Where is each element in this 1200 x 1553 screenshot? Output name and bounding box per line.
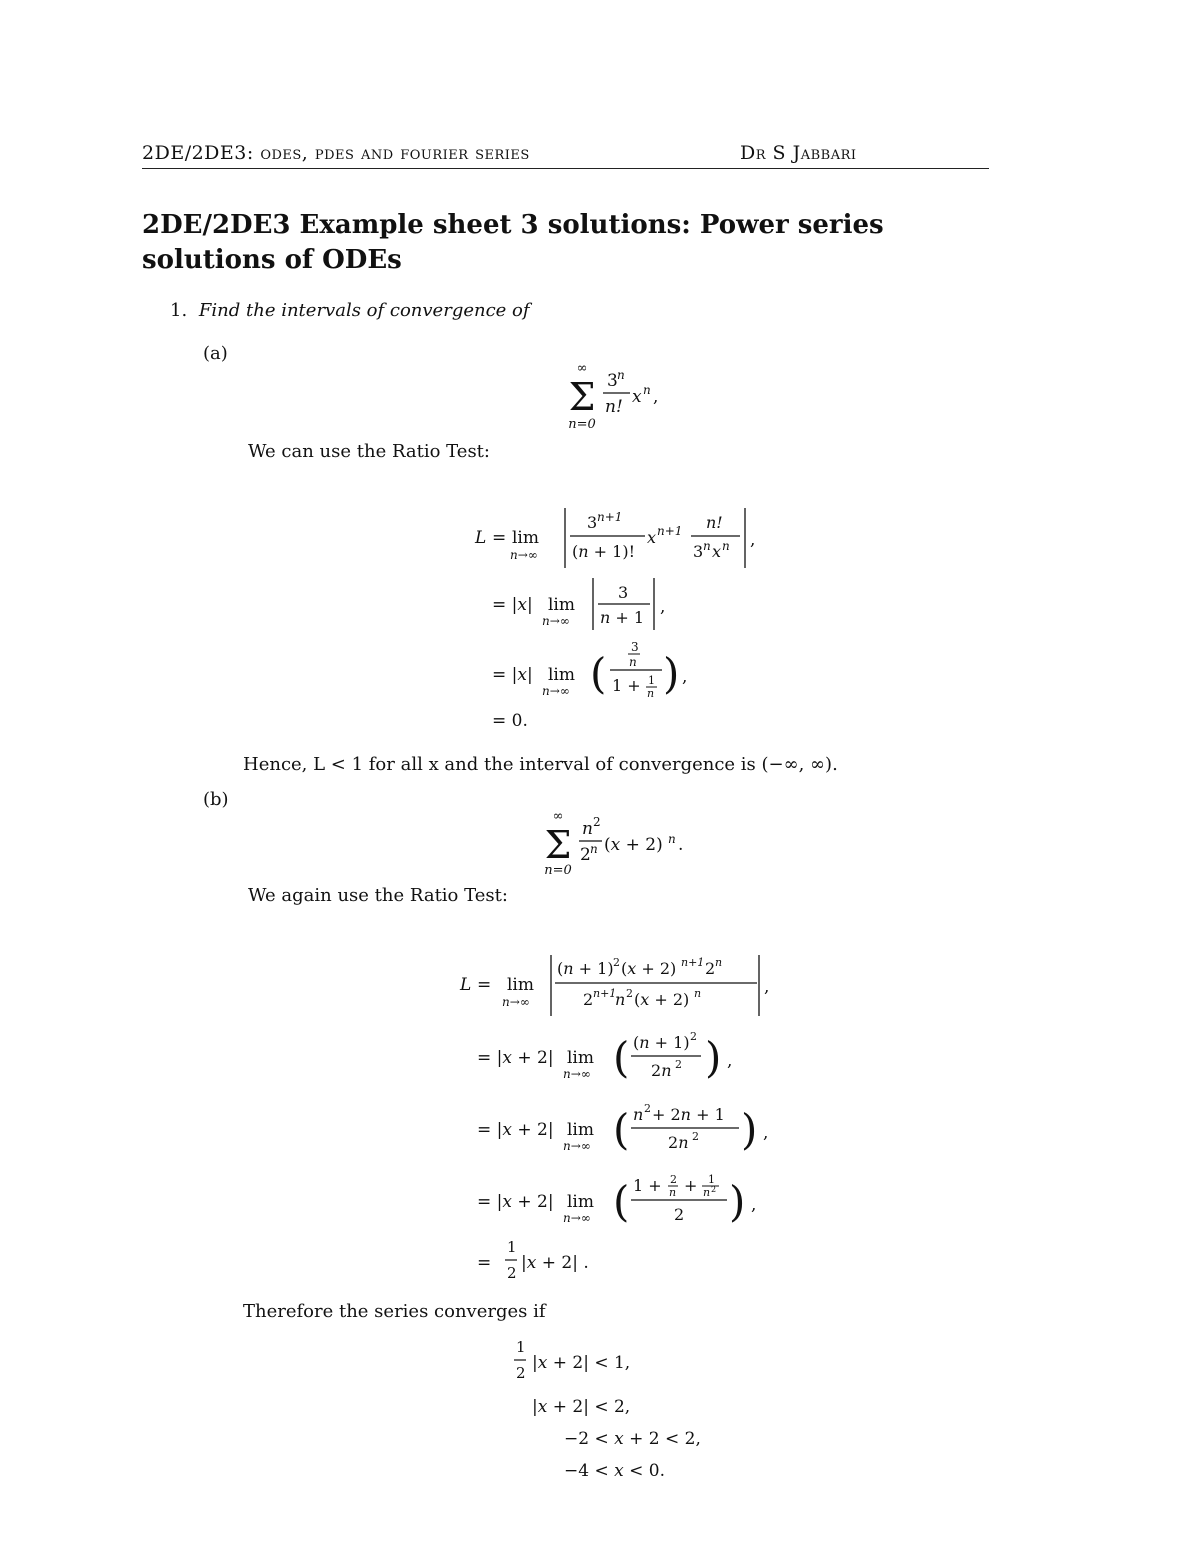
question-1 xyxy=(170,300,530,321)
svg-text:+: + xyxy=(684,1176,698,1195)
svg-text:3: 3 xyxy=(631,640,639,654)
question-prompt: Find the intervals of convergence of xyxy=(198,300,530,321)
svg-text:|x + 2| < 1,: |x + 2| < 1, xyxy=(532,1353,631,1373)
svg-text:=: = xyxy=(477,1253,492,1273)
svg-text:.: . xyxy=(678,835,684,855)
svg-text:n→∞: n→∞ xyxy=(563,1139,591,1153)
svg-text:n: n xyxy=(703,1186,711,1199)
svg-text:|x + 2| < 2,: |x + 2| < 2, xyxy=(532,1397,631,1417)
svg-text:n+1: n+1 xyxy=(593,987,617,1000)
svg-text:n+1: n+1 xyxy=(657,524,683,538)
svg-text:n=0: n=0 xyxy=(544,863,572,878)
svg-text:2: 2 xyxy=(613,956,620,969)
part-b-label: (b) xyxy=(203,789,229,810)
svg-text:n: n xyxy=(615,990,626,1009)
part-b-converges-text: Therefore the series converges if xyxy=(243,1301,546,1322)
svg-text:2: 2 xyxy=(670,1173,677,1186)
svg-text:(: ( xyxy=(613,1177,630,1226)
svg-text:lim: lim xyxy=(567,1048,594,1068)
svg-text:1: 1 xyxy=(516,1338,526,1356)
svg-text:= 0.: = 0. xyxy=(492,711,528,731)
svg-text:n: n xyxy=(647,687,655,700)
svg-text:n+1: n+1 xyxy=(681,956,705,969)
svg-text:n+1: n+1 xyxy=(597,510,623,524)
part-a-label: (a) xyxy=(203,343,228,364)
svg-text:2: 2 xyxy=(711,1185,717,1194)
svg-text:x: x xyxy=(632,387,642,407)
svg-text:|x + 2| .: |x + 2| . xyxy=(521,1253,589,1273)
running-header-left xyxy=(142,142,530,164)
svg-text:lim: lim xyxy=(548,665,575,685)
svg-text:(n + 1): (n + 1) xyxy=(633,1033,690,1052)
svg-text:n: n xyxy=(669,1186,677,1199)
svg-text:n=0: n=0 xyxy=(568,417,596,432)
svg-text:∞: ∞ xyxy=(552,809,564,824)
svg-text:∞: ∞ xyxy=(576,362,588,376)
svg-text:3: 3 xyxy=(607,371,618,391)
svg-text:n: n xyxy=(694,987,702,1000)
svg-text:3: 3 xyxy=(618,583,629,602)
svg-text:lim: lim xyxy=(567,1192,594,1212)
svg-text:3: 3 xyxy=(587,513,598,532)
svg-text:): ) xyxy=(663,649,680,698)
svg-text:(: ( xyxy=(590,649,607,698)
svg-text:,: , xyxy=(764,977,770,997)
svg-text:(: ( xyxy=(613,1033,630,1082)
svg-text:Σ: Σ xyxy=(544,823,572,867)
svg-text:2: 2 xyxy=(674,1205,685,1224)
svg-text:= |x|: = |x| xyxy=(492,665,533,685)
question-number: 1. xyxy=(170,300,188,321)
svg-text:n→∞: n→∞ xyxy=(510,548,538,562)
part-a-conclusion: Hence, L < 1 for all x and the interval of convergence is (−∞, ∞). xyxy=(243,754,838,775)
svg-text:= |x + 2|: = |x + 2| xyxy=(477,1120,554,1140)
part-a-intro: We can use the Ratio Test: xyxy=(248,441,490,462)
svg-text:n: n xyxy=(668,832,676,846)
svg-text:L: L xyxy=(475,528,487,548)
svg-text:3: 3 xyxy=(693,542,704,561)
running-header-author: Dr S Jabbari xyxy=(740,142,857,164)
part-b-intro: We again use the Ratio Test: xyxy=(248,885,508,906)
svg-text:,: , xyxy=(763,1123,769,1143)
svg-text:2: 2 xyxy=(690,1030,697,1043)
svg-text:n!: n! xyxy=(706,513,723,532)
svg-text:(n + 1)!: (n + 1)! xyxy=(572,542,635,561)
svg-text:n: n xyxy=(590,842,598,856)
svg-text:n→∞: n→∞ xyxy=(563,1211,591,1225)
svg-text:x: x xyxy=(647,528,657,547)
part-b-ratio-derivation xyxy=(455,950,795,1290)
header-topic: odes, pdes and fourier series xyxy=(260,142,530,164)
svg-text:(x + 2): (x + 2) xyxy=(604,835,663,855)
svg-text:2: 2 xyxy=(583,990,594,1009)
svg-text:2n: 2n xyxy=(651,1061,672,1080)
svg-text:= |x + 2|: = |x + 2| xyxy=(477,1048,554,1068)
svg-text:n→∞: n→∞ xyxy=(502,995,530,1009)
svg-text:,: , xyxy=(682,667,688,687)
svg-text:−2 < x + 2 < 2,: −2 < x + 2 < 2, xyxy=(564,1429,701,1449)
svg-text:(x + 2): (x + 2) xyxy=(621,959,677,978)
svg-text:n + 1: n + 1 xyxy=(600,608,645,627)
svg-text:,: , xyxy=(727,1051,733,1071)
header-code: 2DE/2DE3: xyxy=(142,142,254,164)
svg-text:n: n xyxy=(643,383,651,397)
svg-text:,: , xyxy=(660,597,666,617)
svg-text:1 +: 1 + xyxy=(612,676,641,695)
svg-text:lim: lim xyxy=(507,975,534,995)
part-b-series-formula xyxy=(530,808,710,880)
part-a-series-formula xyxy=(560,362,680,434)
svg-text:=: = xyxy=(492,528,507,548)
svg-text:n: n xyxy=(722,539,730,553)
svg-text:2: 2 xyxy=(626,987,633,1000)
page-title: 2DE/2DE3 Example sheet 3 solutions: Power series solutions of ODEs xyxy=(142,210,884,275)
part-a-ratio-derivation xyxy=(470,500,790,740)
svg-text:n: n xyxy=(582,819,593,839)
svg-text:): ) xyxy=(705,1033,722,1082)
svg-text:n→∞: n→∞ xyxy=(563,1067,591,1081)
svg-text:−4 < x < 0.: −4 < x < 0. xyxy=(564,1461,665,1481)
svg-text:): ) xyxy=(741,1105,758,1154)
svg-text:1 +: 1 + xyxy=(633,1176,662,1195)
svg-text:2: 2 xyxy=(507,1264,517,1282)
svg-text:x: x xyxy=(712,542,722,561)
svg-text:= |x + 2|: = |x + 2| xyxy=(477,1192,554,1212)
svg-text:,: , xyxy=(653,387,659,407)
svg-text:n: n xyxy=(715,956,723,969)
svg-text:2: 2 xyxy=(516,1364,526,1382)
svg-text:2: 2 xyxy=(692,1130,699,1143)
svg-text:n: n xyxy=(617,368,625,382)
svg-text:n→∞: n→∞ xyxy=(542,614,570,628)
svg-text:=: = xyxy=(477,975,492,995)
svg-text:1: 1 xyxy=(708,1173,715,1186)
svg-text:2n: 2n xyxy=(668,1133,689,1152)
svg-text:,: , xyxy=(750,530,756,550)
svg-text:= |x|: = |x| xyxy=(492,595,533,615)
svg-text:2: 2 xyxy=(705,959,716,978)
svg-text:lim: lim xyxy=(512,528,539,548)
svg-text:(x + 2): (x + 2) xyxy=(634,990,690,1009)
svg-text:(: ( xyxy=(613,1105,630,1154)
svg-text:2: 2 xyxy=(644,1102,651,1115)
svg-text:n: n xyxy=(633,1105,644,1124)
svg-text:n→∞: n→∞ xyxy=(542,684,570,698)
svg-text:lim: lim xyxy=(548,595,575,615)
header-rule xyxy=(142,168,989,169)
svg-text:n: n xyxy=(703,539,711,553)
svg-text:Σ: Σ xyxy=(568,375,596,419)
svg-text:2: 2 xyxy=(675,1058,682,1071)
svg-text:n: n xyxy=(629,655,637,669)
svg-text:lim: lim xyxy=(567,1120,594,1140)
svg-text:): ) xyxy=(729,1177,746,1226)
svg-text:1: 1 xyxy=(648,674,655,687)
svg-text:2: 2 xyxy=(593,815,601,829)
svg-text:,: , xyxy=(751,1195,757,1215)
svg-text:1: 1 xyxy=(507,1238,517,1256)
svg-text:2: 2 xyxy=(580,845,591,865)
svg-text:(n + 1): (n + 1) xyxy=(557,959,614,978)
svg-text:+ 2n + 1: + 2n + 1 xyxy=(652,1105,725,1124)
part-b-inequalities xyxy=(500,1330,760,1490)
svg-text:n!: n! xyxy=(605,397,623,417)
svg-text:L: L xyxy=(460,975,472,995)
